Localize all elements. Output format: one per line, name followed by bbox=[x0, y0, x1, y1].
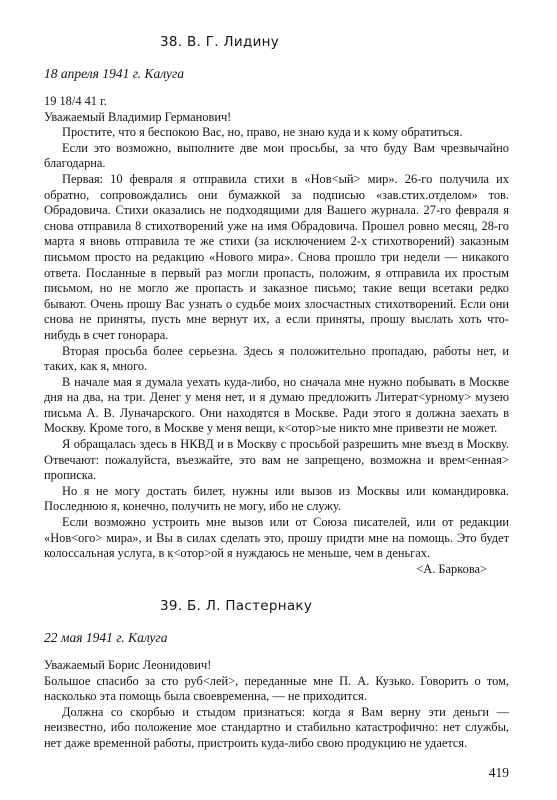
letter-38-paragraph-8: Я обращалась здесь в НКВД и в Москву с просьбой разрешить мне въезд в Москву. Отвечают: пожалуйста, въезжайте, это вам не запрещено, возможна и врем<енная> прописка. bbox=[44, 437, 509, 483]
letter-39-paragraph-1: Уважаемый Борис Леонидович! bbox=[44, 658, 212, 672]
letter-38-date: 18 апреля 1941 г. Калуга bbox=[44, 66, 184, 81]
letter-38-paragraph-3: Простите, что я беспокою Вас, но, право, не знаю куда и к кому обратиться. bbox=[62, 125, 463, 140]
letter-38-paragraph-4: Если это возможно, выполните две мои просьбы, за что буду Вам чрезвычайно благодарна. bbox=[44, 140, 509, 171]
letter-38-paragraph-9: Но я не могу достать билет, нужны или вызов из Москвы или командировка. Последнюю я, конечно, получить не могу, ибо не служу. bbox=[44, 483, 509, 514]
letter-39-paragraph-2: Большое спасибо за сто руб<лей>, переданные мне П. А. Кузько. Говорить о том, насколько эта помощь была своевременна, — не приходится. bbox=[44, 673, 509, 704]
letter-39-body bbox=[44, 658, 509, 752]
page-number: 419 bbox=[488, 765, 509, 780]
letter-38-paragraph-6: Вторая просьба более серьезна. Здесь я положительно пропадаю, работы нет, и таких, как я, много. bbox=[44, 343, 509, 374]
letter-39-heading: 39. Б. Л. Пастернаку bbox=[160, 598, 313, 614]
letter-38-body bbox=[44, 94, 509, 577]
letter-38-paragraph-2: Уважаемый Владимир Германович! bbox=[44, 109, 232, 124]
letter-38-signature: <А. Баркова> bbox=[416, 561, 487, 576]
letter-39-paragraph-3: Должна со скорбью и стыдом признаться: когда я Вам верну эти деньги — неизвестно, ибо положение мое стандартно и стабильно катастрофично: нет службы, нет даже временной работы, пристроить куда-либо свою продукцию не удается. bbox=[44, 704, 509, 750]
letter-38-paragraph-7: В начале мая я думала уехать куда-либо, но сначала мне нужно побывать в Москве дня на два, на три. Денег у меня нет, и я думаю предложить Литерат<урному> музею письма А. В. Луначарского. Они находятся в Москве. Ради этого я должна заехать в Москву. Кроме того, в Москве у меня вещи, к<отор>ые никто мне привезти не может. bbox=[44, 374, 509, 436]
letter-38-paragraph-5: Первая: 10 февраля я отправила стихи в «Нов<ый> мир». 26-го получила их обратно, сопровождались они бумажкой за подписью «зав.стих.отделом» тов. Обрадовича. Стихи оказались не подходящими для Вашего журнала. 27-го февраля я снова отправила 8 стихотворений уже на имя Обрадовича. Прошел ровно месяц, 28-го марта я вновь отправила те же стихи (за исключением 2-х стихотворений) заказным письмом просто на редакцию «Нового мира». Снова прошло три недели — никакого ответа. Посланные в первый раз могли пропасть, положим, я отправила их простым письмом, но не могло же пропасть и заказное письмо; такие вещи всетаки редко бывают. Очень прошу Вас узнать о судьбе моих злосчастных стихотворений. Если они снова не приняты, пусть мне вернут их, а если приняты, прошу выслать хоть что-нибудь в счет гонорара. bbox=[44, 171, 509, 342]
letter-39-date: 22 мая 1941 г. Калуга bbox=[44, 630, 168, 645]
letter-38-paragraph-1: 19 18/4 41 г. bbox=[44, 94, 107, 108]
letter-38-paragraph-10: Если возможно устроить мне вызов или от Союза писателей, или от редакции «Нов<ого> мира», и Вы в силах сделать это, прошу придти мне на помощь. Это будет колоссальная услуга, в к<отор>ой я нуждаюсь не меньше, чем в деньгах. bbox=[44, 515, 509, 561]
letter-38-heading: 38. В. Г. Лидину bbox=[160, 34, 280, 50]
